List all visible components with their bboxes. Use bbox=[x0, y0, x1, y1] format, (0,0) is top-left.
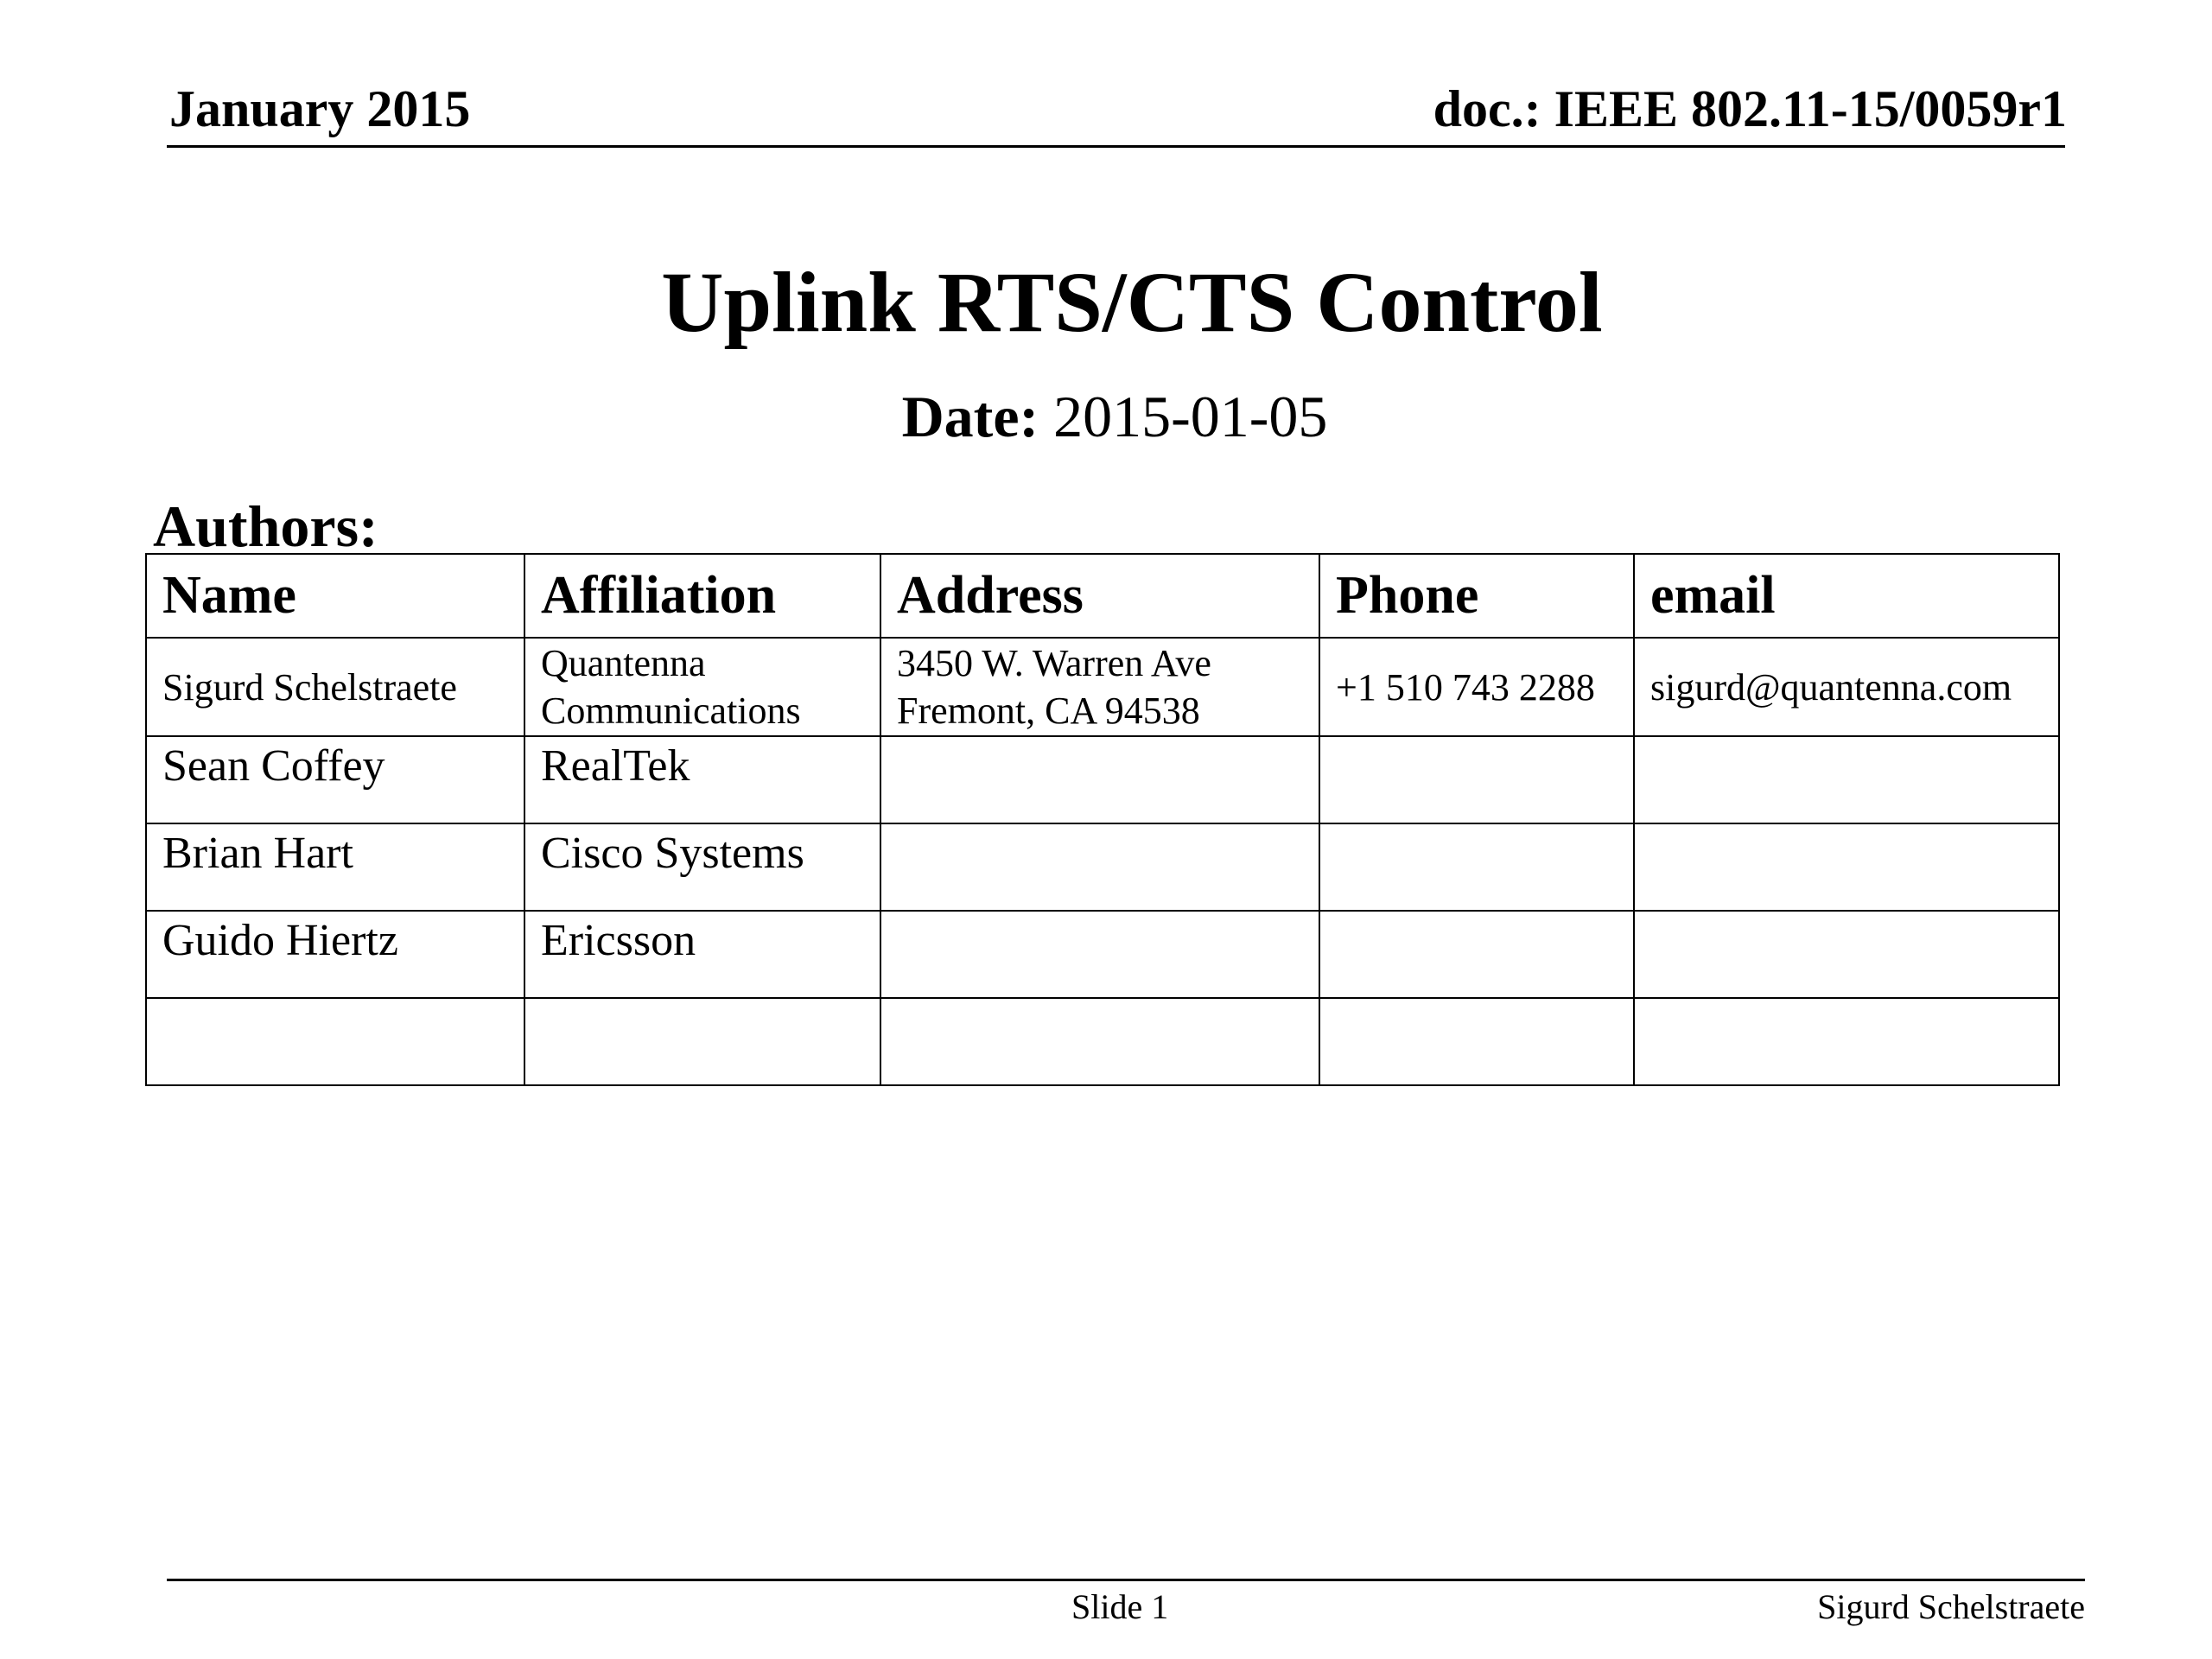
column-header-phone: Phone bbox=[1319, 554, 1634, 638]
author-email: sigurd@quantenna.com bbox=[1634, 638, 2059, 736]
author-email bbox=[1634, 998, 2059, 1085]
table-row bbox=[146, 638, 2059, 736]
author-name: Sean Coffey bbox=[146, 736, 524, 823]
column-header-address: Address bbox=[880, 554, 1319, 638]
author-phone bbox=[1319, 736, 1634, 823]
author-affiliation: Ericsson bbox=[524, 911, 880, 998]
table-row bbox=[146, 823, 2059, 911]
table-row bbox=[146, 911, 2059, 998]
author-email bbox=[1634, 736, 2059, 823]
address-line: Fremont, CA 94538 bbox=[897, 690, 1200, 732]
slide-title: Uplink RTS/CTS Control bbox=[661, 254, 1603, 350]
author-affiliation: RealTek bbox=[524, 736, 880, 823]
column-header-affiliation: Affiliation bbox=[524, 554, 880, 638]
footer-author: Sigurd Schelstraete bbox=[1817, 1587, 2085, 1626]
date-label: Date: bbox=[901, 384, 1039, 449]
table-row bbox=[146, 736, 2059, 823]
author-name: Guido Hiertz bbox=[146, 911, 524, 998]
author-address bbox=[880, 638, 1319, 736]
date-value: 2015-01-05 bbox=[1053, 384, 1328, 449]
date-line bbox=[0, 384, 2212, 449]
header-date: January 2015 bbox=[169, 80, 471, 137]
authors-heading: Authors: bbox=[153, 493, 378, 559]
column-header-email: email bbox=[1634, 554, 2059, 638]
author-phone: +1 510 743 2288 bbox=[1319, 638, 1634, 736]
affiliation-line: Quantenna bbox=[541, 642, 706, 684]
affiliation-line: Communications bbox=[541, 690, 801, 732]
author-address bbox=[880, 911, 1319, 998]
authors-table bbox=[145, 553, 2060, 1086]
author-affiliation bbox=[524, 998, 880, 1085]
author-affiliation bbox=[524, 638, 880, 736]
author-name bbox=[146, 998, 524, 1085]
author-phone bbox=[1319, 911, 1634, 998]
slide-number: Slide 1 bbox=[1071, 1587, 1169, 1626]
column-header-name: Name bbox=[146, 554, 524, 638]
author-name: Sigurd Schelstraete bbox=[146, 638, 524, 736]
author-email bbox=[1634, 823, 2059, 911]
author-address bbox=[880, 998, 1319, 1085]
header-doc-id: doc.: IEEE 802.11-15/0059r1 bbox=[1433, 80, 2067, 137]
author-address bbox=[880, 823, 1319, 911]
table-row bbox=[146, 998, 2059, 1085]
author-phone bbox=[1319, 823, 1634, 911]
footer-divider bbox=[167, 1579, 2085, 1581]
table-header-row bbox=[146, 554, 2059, 638]
author-address bbox=[880, 736, 1319, 823]
author-phone bbox=[1319, 998, 1634, 1085]
author-affiliation: Cisco Systems bbox=[524, 823, 880, 911]
author-email bbox=[1634, 911, 2059, 998]
author-name: Brian Hart bbox=[146, 823, 524, 911]
address-line: 3450 W. Warren Ave bbox=[897, 642, 1211, 684]
header-divider bbox=[167, 145, 2065, 148]
